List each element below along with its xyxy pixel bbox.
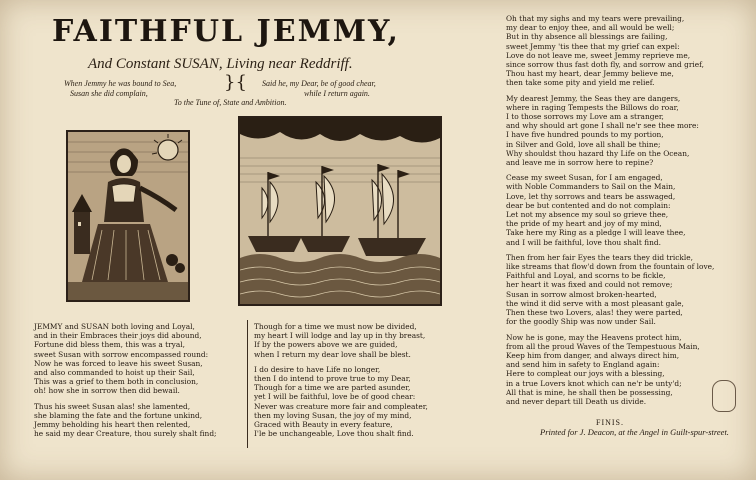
ballad-subtitle: And Constant SUSAN, Living near Reddriff.	[88, 56, 353, 72]
verse-line: and also commanded to hoist up their Sail,	[34, 368, 195, 378]
verse-line: JEMMY and SUSAN both loving and Loyal,	[34, 322, 195, 331]
verse-line: This was a grief to them both in conclusion,	[34, 377, 199, 387]
tune-line: To the Tune of, State and Ambition.	[174, 98, 287, 107]
verse-line: Take here my Ring as a pledge I will leave thee,	[506, 228, 686, 238]
verse-line: Thou hast my heart, dear Jemmy believe me,	[506, 69, 674, 79]
verse-line: All that is mine, he shall then be possessing,	[506, 387, 673, 397]
verse-line: Fortune did bless them, this was a tryal,	[34, 340, 185, 350]
intro-left-a: When Jemmy he was bound to Sea,	[64, 79, 177, 88]
verse-line: for the goodly Ship was now under Sail.	[506, 317, 656, 327]
verse-line: then I do intend to prove true to my Dear,	[254, 374, 411, 384]
verse-line: when I return my dear love shall be blest.	[254, 349, 411, 359]
verse-line: Faithful and Loyal, and scorns to be fickle,	[506, 271, 666, 281]
verse-line: Thus his sweet Susan alas! she lamented,	[34, 401, 191, 411]
intro-brace: }{	[224, 72, 247, 93]
verse-line: dear be but contented and do not complain:	[506, 200, 671, 210]
verse-line: with Noble Commanders to Sail on the Main,	[506, 182, 676, 192]
middle-column	[254, 322, 428, 438]
verse-line: Cease my sweet Susan, for I am engaged,	[506, 173, 663, 183]
verse-line: I'le be unchangeable, Love thou shalt find.	[254, 429, 414, 439]
verse-line: Love, let thy sorrows and tears be asswaged,	[506, 191, 676, 201]
verse-line: since sorrow thus fast doth fly, and sorrow and grief,	[506, 60, 704, 70]
verse-line: my dear to enjoy thee, and all would be well;	[506, 23, 675, 33]
verse-line: Let not my absence my soul so grieve thee,	[506, 210, 669, 220]
verse-line: Then from her fair Eyes the tears they did trickle,	[506, 252, 693, 262]
finis-label: FINIS.	[596, 418, 625, 427]
verse-line: I do desire to have Life no longer,	[254, 364, 381, 374]
verse-line: Why shouldst thou hazard thy Life on the Ocean,	[506, 148, 690, 158]
right-column	[506, 14, 714, 406]
verse-line: the pride of my heart and joy of my mind,	[506, 219, 662, 229]
verse-line: Susan in sorrow almost broken-hearted,	[506, 289, 657, 299]
verse-line: and I will be faithful, love thou shalt find.	[506, 237, 661, 247]
verse-line: Then these two Lovers, alas! they were parted,	[506, 308, 683, 318]
verse-line: and never depart till Death us divide.	[506, 396, 647, 406]
intro-right-a: Said he, my Dear, be of good chear,	[262, 79, 376, 88]
verse-line: in Silver and Gold, love all shall be thine;	[506, 139, 661, 149]
ballad-title: FAITHFUL JEMMY,	[52, 14, 400, 49]
verse-line: like streams that flow'd down from the fountain of love,	[506, 262, 715, 272]
verse-line: Now he is gone, may the Heavens protect him,	[506, 332, 682, 342]
verse-line: yet I will be faithful, love be of good chear:	[254, 392, 416, 402]
verse-line: the wind it did serve with a most pleasant gale,	[506, 298, 684, 308]
column-divider	[247, 320, 248, 448]
verse-line: Graced with Beauty in every feature,	[254, 420, 393, 430]
verse-line: Oh that my sighs and my tears were prevailing,	[506, 14, 685, 23]
intro-right-b: while I return again.	[304, 89, 370, 98]
verse-line: Now he was forced to leave his sweet Susan,	[34, 358, 203, 368]
ships-woodcut-drawing	[240, 118, 440, 304]
verse-line: oh! how she in sorrow then did bewail.	[34, 386, 180, 396]
verse-line: then my loving Susan, the joy of my mind,	[254, 410, 412, 420]
ships-woodcut	[238, 116, 442, 306]
verse-line: I have five hundred pounds to my portion,	[506, 130, 664, 140]
woman-woodcut-drawing	[68, 132, 188, 300]
woman-woodcut	[66, 130, 190, 302]
verse-line: and send him in safety to England again:	[506, 360, 660, 370]
verse-line: and why should art gone I shall ne'r see thee more:	[506, 121, 699, 131]
verse-line: Though for a time we must now be divided,	[254, 322, 417, 331]
left-column	[34, 322, 217, 438]
verse-line: sweet Susan with sorrow encompassed round:	[34, 349, 209, 359]
verse-line: Here to compleat our joys with a blessing,	[506, 369, 665, 379]
verse-line: in a true Lovers knot which can ne'r be unty'd;	[506, 378, 682, 388]
verse-line: he said my dear Creature, thou surely shalt find;	[34, 429, 217, 439]
verse-line: then take some pity and yield me relief.	[506, 78, 655, 88]
verse-line: My dearest Jemmy, the Seas they are dangers,	[506, 93, 681, 103]
verse-line: and leave me in sorrow here to repine?	[506, 158, 654, 168]
verse-line: from all the proud Waves of the Tempestuous Main,	[506, 341, 700, 351]
verse-line: I to those sorrows my Love am a stranger,	[506, 112, 664, 122]
verse-line: If by the powers above we are guided,	[254, 340, 398, 350]
verse-line: Though for a time we are parted asunder,	[254, 383, 411, 393]
verse-line: where in raging Tempests the Billows do roar,	[506, 102, 679, 112]
verse-line: Love do not leave me, sweet Jemmy reprieve me,	[506, 50, 691, 60]
printer-imprint: Printed for J. Deacon, at the Angel in Guilt-spur-street.	[540, 427, 729, 437]
verse-line: sweet Jemmy 'tis thee that my grief can expel:	[506, 41, 680, 51]
verse-line: But in thy absence all blessings are failing,	[506, 32, 668, 42]
verse-line: my heart I will lodge and lay up in thy breast,	[254, 331, 426, 341]
verse-line: her heart it was fixed and could not remove;	[506, 280, 673, 290]
library-stamp	[712, 380, 736, 412]
verse-line: Keep him from danger, and always direct him,	[506, 350, 680, 360]
verse-line: Never was creature more fair and compleater,	[254, 401, 428, 411]
verse-line: and in their Embraces their joys did abound,	[34, 331, 202, 341]
verse-line: she blaming the fate and the fortune unkind,	[34, 410, 203, 420]
intro-left-b: Susan she did complain,	[70, 89, 148, 98]
verse-line: Jemmy beholding his heart then relented,	[34, 420, 191, 430]
